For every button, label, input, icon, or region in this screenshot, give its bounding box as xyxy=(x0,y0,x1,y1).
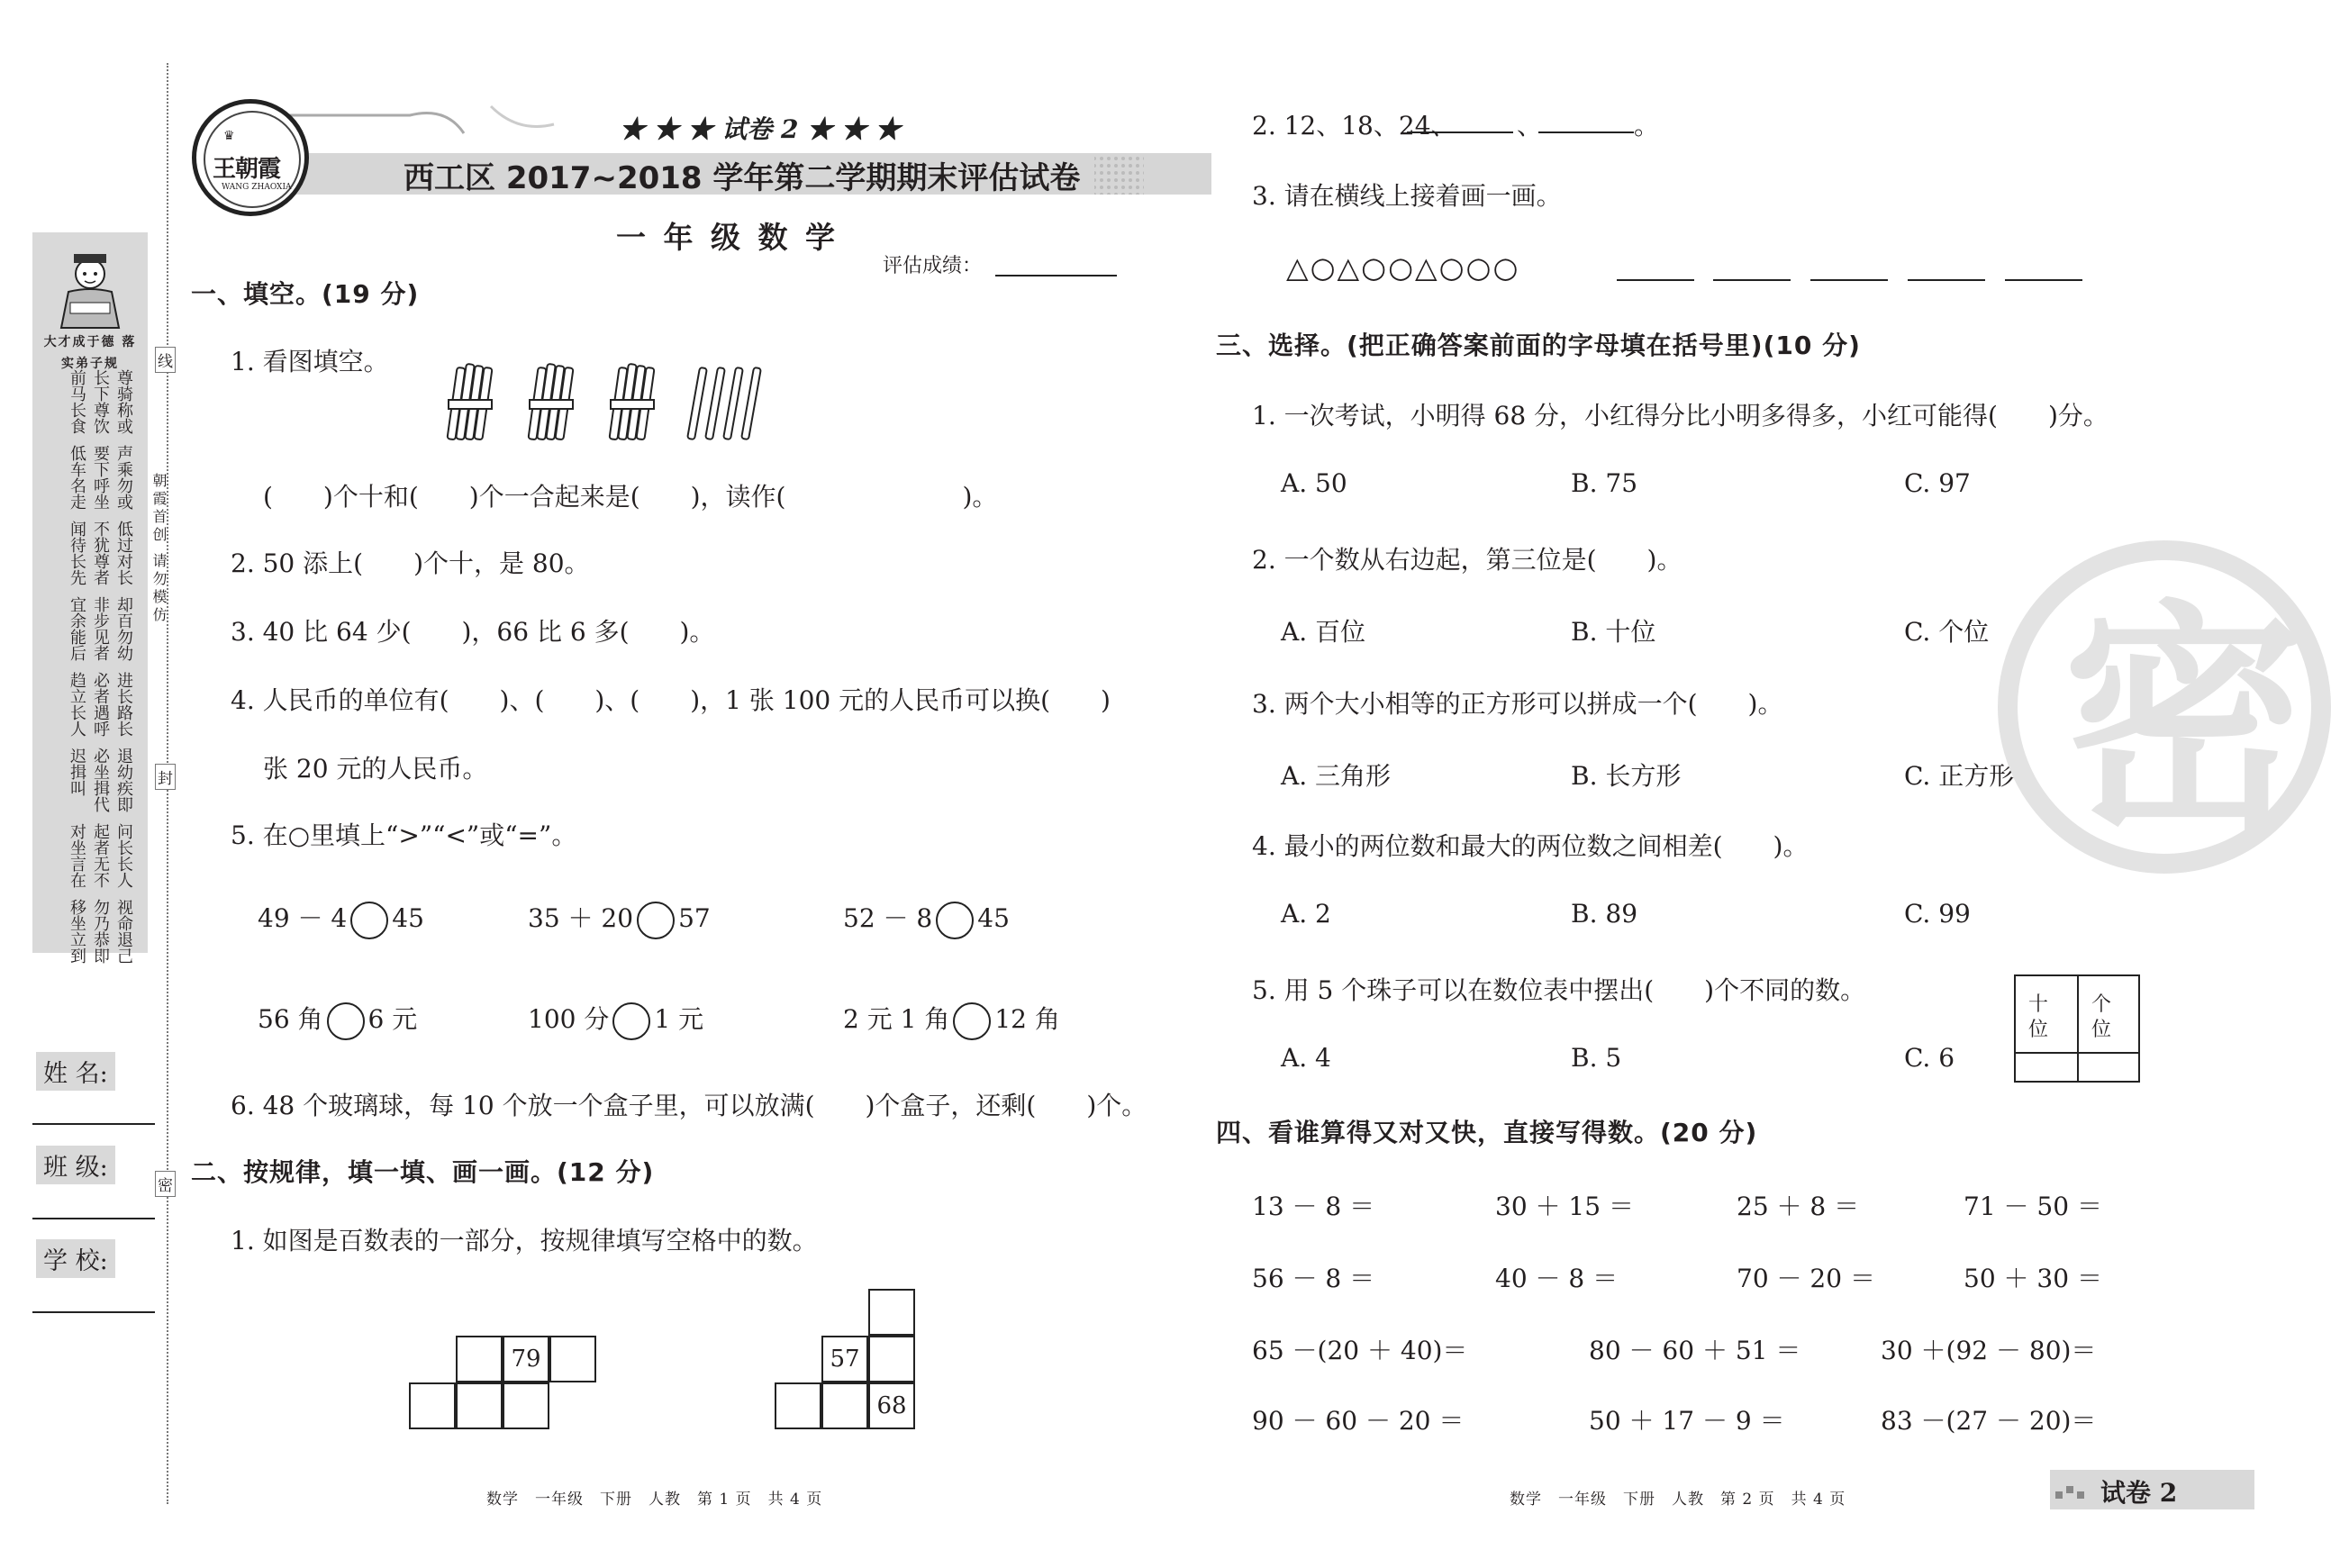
score-input-line[interactable] xyxy=(995,275,1117,276)
q1-3[interactable]: 3. 40 比 64 少( )，66 比 6 多( )。 xyxy=(231,617,715,647)
q1-2[interactable]: 2. 50 添上( )个十，是 80。 xyxy=(231,548,590,578)
compare-item[interactable]: 100 分 1 元 xyxy=(528,1000,703,1040)
motto-column: 却百勿幼 xyxy=(114,596,133,661)
choice-q3[interactable]: 3. 两个大小相等的正方形可以拼成一个( )。 xyxy=(1252,689,1783,719)
subject-title: 一 年 级 数 学 xyxy=(616,220,839,255)
compare-item[interactable]: 52 － 8 45 xyxy=(843,899,1010,939)
compare-circle-input[interactable] xyxy=(612,1002,650,1040)
calc-item[interactable]: 70 － 20 ＝ xyxy=(1737,1264,1875,1293)
choice-option-a[interactable]: A. 2 xyxy=(1281,899,1331,929)
choice-q5[interactable]: 5. 用 5 个珠子可以在数位表中摆出( )个不同的数。 xyxy=(1252,975,1866,1005)
sequence-end: 。 xyxy=(1634,111,1660,140)
motto-column: 必坐揖代 xyxy=(91,748,110,812)
side-mark-xian: 线 xyxy=(155,347,176,373)
logo-crest-icon: ♛ xyxy=(223,129,235,143)
brand-logo xyxy=(192,99,309,216)
motto-column: 起者无不 xyxy=(91,823,110,888)
pattern-blank[interactable] xyxy=(2005,279,2082,281)
corner-tag-label: 试卷 2 xyxy=(2100,1478,2178,1508)
logo-text: 王朝霞 xyxy=(213,156,281,183)
calc-item[interactable]: 71 － 50 ＝ xyxy=(1964,1192,2102,1221)
grid-cell-blank[interactable] xyxy=(821,1382,868,1429)
compare-item[interactable]: 35 ＋ 20 57 xyxy=(528,899,711,939)
q2-2-sequence: 2. 12、18、24、 xyxy=(1252,111,1456,140)
choice-option-a[interactable]: A. 50 xyxy=(1281,468,1347,498)
calc-item[interactable]: 13 － 8 ＝ xyxy=(1252,1192,1375,1221)
compare-circle-input[interactable] xyxy=(327,1002,365,1040)
calc-item[interactable]: 50 ＋ 30 ＝ xyxy=(1964,1264,2102,1293)
calc-item[interactable]: 30 ＋(92 － 80)＝ xyxy=(1881,1336,2097,1365)
school-input-line[interactable] xyxy=(32,1311,155,1313)
motto-column: 视命退己 xyxy=(114,899,133,964)
pattern-blank[interactable] xyxy=(1713,279,1791,281)
q1-1-fill[interactable]: ( )个十和( )个一合起来是( )，读作( )。 xyxy=(263,482,998,512)
choice-option-c[interactable]: C. 正方形 xyxy=(1904,761,2015,791)
logo-subtext: WANG ZHAOXIA xyxy=(222,183,292,192)
section1-heading: 一、填空。(19 分) xyxy=(191,279,420,309)
secret-stamp-watermark xyxy=(1998,540,2331,874)
motto-column: 迟揖叫 xyxy=(68,748,86,796)
choice-option-c[interactable]: C. 99 xyxy=(1904,899,1971,929)
motto-column: 低车名走 xyxy=(68,445,86,510)
calc-item[interactable]: 65 －(20 ＋ 40)＝ xyxy=(1252,1336,1468,1365)
q1-5-prompt: 5. 在○里填上“>”“<”或“=”。 xyxy=(231,820,577,850)
grid-cell-blank[interactable] xyxy=(456,1382,503,1429)
choice-option-a[interactable]: A. 4 xyxy=(1281,1043,1331,1073)
grid-cell-blank[interactable] xyxy=(868,1336,915,1382)
name-input-line[interactable] xyxy=(32,1123,155,1125)
compare-circle-input[interactable] xyxy=(936,902,974,939)
calc-item[interactable]: 25 ＋ 8 ＝ xyxy=(1737,1192,1860,1221)
q1-6[interactable]: 6. 48 个玻璃球，每 10 个放一个盒子里，可以放满( )个盒子，还剩( )个。 xyxy=(231,1091,1147,1120)
choice-option-c[interactable]: C. 个位 xyxy=(1904,617,1990,647)
name-label: 姓 名: xyxy=(36,1052,115,1091)
choice-option-b[interactable]: B. 75 xyxy=(1571,468,1638,498)
compare-item[interactable]: 56 角 6 元 xyxy=(258,1000,417,1040)
stick-bundles-illustration xyxy=(441,360,793,450)
sequence-blank-2[interactable] xyxy=(1538,131,1634,133)
choice-option-c[interactable]: C. 6 xyxy=(1904,1043,1955,1073)
calc-item[interactable]: 56 － 8 ＝ xyxy=(1252,1264,1375,1293)
calc-item[interactable]: 83 －(27 － 20)＝ xyxy=(1881,1406,2097,1436)
motto-column: 移坐立到 xyxy=(68,899,86,964)
motto-column: 退幼疾即 xyxy=(114,748,133,812)
motto-column: 趋立长人 xyxy=(68,672,86,737)
motto-column: 长下尊饮 xyxy=(91,369,110,434)
stamp-char: 密 xyxy=(2063,580,2306,864)
choice-q2[interactable]: 2. 一个数从右边起，第三位是( )。 xyxy=(1252,545,1682,575)
q1-1-prompt: 1. 看图填空。 xyxy=(231,347,389,376)
section2-heading: 二、按规律，填一填、画一画。(12 分) xyxy=(191,1157,655,1187)
motto-heading: 大才成于德 落实弟子规 xyxy=(43,335,137,371)
side-mark-mi: 密 xyxy=(155,1171,176,1197)
pattern-blank[interactable] xyxy=(1908,279,1985,281)
compare-circle-input[interactable] xyxy=(953,1002,991,1040)
compare-item[interactable]: 2 元 1 角 12 角 xyxy=(843,1000,1060,1040)
compare-circle-input[interactable] xyxy=(350,902,388,939)
motto-column: 对坐言在 xyxy=(68,823,86,888)
q1-4-line1[interactable]: 4. 人民币的单位有( )、( )、( )，1 张 100 元的人民币可以换( ) xyxy=(231,685,1111,715)
pattern-blank[interactable] xyxy=(1810,279,1888,281)
choice-option-b[interactable]: B. 5 xyxy=(1571,1043,1622,1073)
ones-column-header: 个 位 xyxy=(2091,993,2112,1041)
class-input-line[interactable] xyxy=(32,1218,155,1219)
motto-column: 问长长人 xyxy=(114,823,133,888)
choice-q1[interactable]: 1. 一次考试，小明得 68 分，小红得分比小明多得多，小红可能得( )分。 xyxy=(1252,401,2109,431)
grid-cell-blank[interactable] xyxy=(409,1382,456,1429)
motto-column: 尊骑称或 xyxy=(114,369,133,434)
choice-option-a[interactable]: A. 三角形 xyxy=(1281,761,1392,791)
grid-cell-blank[interactable] xyxy=(549,1336,596,1382)
motto-column: 非步见者 xyxy=(91,596,110,661)
motto-column: 要下呼坐 xyxy=(91,445,110,510)
side-mark-feng: 封 xyxy=(155,764,176,790)
q2-1-prompt: 1. 如图是百数表的一部分，按规律填写空格中的数。 xyxy=(231,1226,818,1255)
calc-item[interactable]: 80 － 60 ＋ 51 ＝ xyxy=(1589,1336,1801,1365)
sequence-blank-1[interactable] xyxy=(1407,131,1513,133)
choice-option-b[interactable]: B. 长方形 xyxy=(1571,761,1682,791)
calc-item[interactable]: 90 － 60 － 20 ＝ xyxy=(1252,1406,1465,1436)
motto-column: 宜余能后 xyxy=(68,596,86,661)
copyright-note: 朝霞首创 请勿模仿 xyxy=(150,473,168,626)
school-label: 学 校: xyxy=(36,1239,115,1278)
page2-footer: 数学 一年级 下册 人教 第 2 页 共 4 页 xyxy=(1510,1491,1846,1509)
paper-badge: ★ ★ ★ 试卷 2 ★ ★ ★ xyxy=(620,114,901,144)
compare-circle-input[interactable] xyxy=(637,902,675,939)
grid-cell-given: 79 xyxy=(503,1336,549,1382)
choice-q4[interactable]: 4. 最小的两位数和最大的两位数之间相差( )。 xyxy=(1252,831,1809,861)
pattern-blank[interactable] xyxy=(1617,279,1694,281)
shape-pattern: △○△○○△○○○ xyxy=(1286,250,1520,285)
compare-item[interactable]: 49 － 4 45 xyxy=(258,899,424,939)
place-value-table xyxy=(2014,974,2140,1083)
grid-cell-given: 68 xyxy=(868,1382,915,1429)
choice-option-b[interactable]: B. 十位 xyxy=(1571,617,1656,647)
motto-column: 进长路长 xyxy=(114,672,133,737)
q2-3-prompt: 3. 请在横线上接着画一画。 xyxy=(1252,181,1562,211)
calc-item[interactable]: 40 － 8 ＝ xyxy=(1495,1264,1619,1293)
motto-column: 不犹尊者 xyxy=(91,521,110,585)
section4-heading: 四、看谁算得又对又快，直接写得数。(20 分) xyxy=(1216,1118,1758,1147)
corner-dots-icon xyxy=(2055,1482,2095,1500)
calc-item[interactable]: 50 ＋ 17 － 9 ＝ xyxy=(1589,1406,1785,1436)
score-label: 评估成绩： xyxy=(883,255,983,277)
grid-cell-given: 57 xyxy=(821,1336,868,1382)
corner-tag xyxy=(2050,1470,2254,1509)
page1-footer: 数学 一年级 下册 人教 第 1 页 共 4 页 xyxy=(486,1491,823,1509)
motto-column: 勿乃恭即 xyxy=(91,899,110,964)
choice-option-c[interactable]: C. 97 xyxy=(1904,468,1971,498)
motto-column: 声乘勿或 xyxy=(114,445,133,510)
motto-column: 前马长食 xyxy=(68,369,86,434)
grid-cell-blank[interactable] xyxy=(503,1382,549,1429)
calc-item[interactable]: 30 ＋ 15 ＝ xyxy=(1495,1192,1634,1221)
motto-column: 必者遇呼 xyxy=(91,672,110,737)
tens-column-header: 十 位 xyxy=(2028,993,2049,1041)
scholar-illustration xyxy=(32,238,148,337)
motto-column: 闻待长先 xyxy=(68,521,86,585)
grid-cell-blank[interactable] xyxy=(775,1382,821,1429)
motto-column: 低过对长 xyxy=(114,521,133,585)
class-label: 班 级: xyxy=(36,1146,115,1184)
exam-title: 西工区 2017~2018 学年第二学期期末评估试卷 xyxy=(404,160,1081,196)
choice-option-a[interactable]: A. 百位 xyxy=(1281,617,1366,647)
q1-4-line2: 张 20 元的人民币。 xyxy=(263,754,488,784)
section3-heading: 三、选择。(把正确答案前面的字母填在括号里)(10 分) xyxy=(1216,331,1861,360)
choice-option-b[interactable]: B. 89 xyxy=(1571,899,1638,929)
grid-cell-blank[interactable] xyxy=(456,1336,503,1382)
grid-cell-blank[interactable] xyxy=(868,1289,915,1336)
